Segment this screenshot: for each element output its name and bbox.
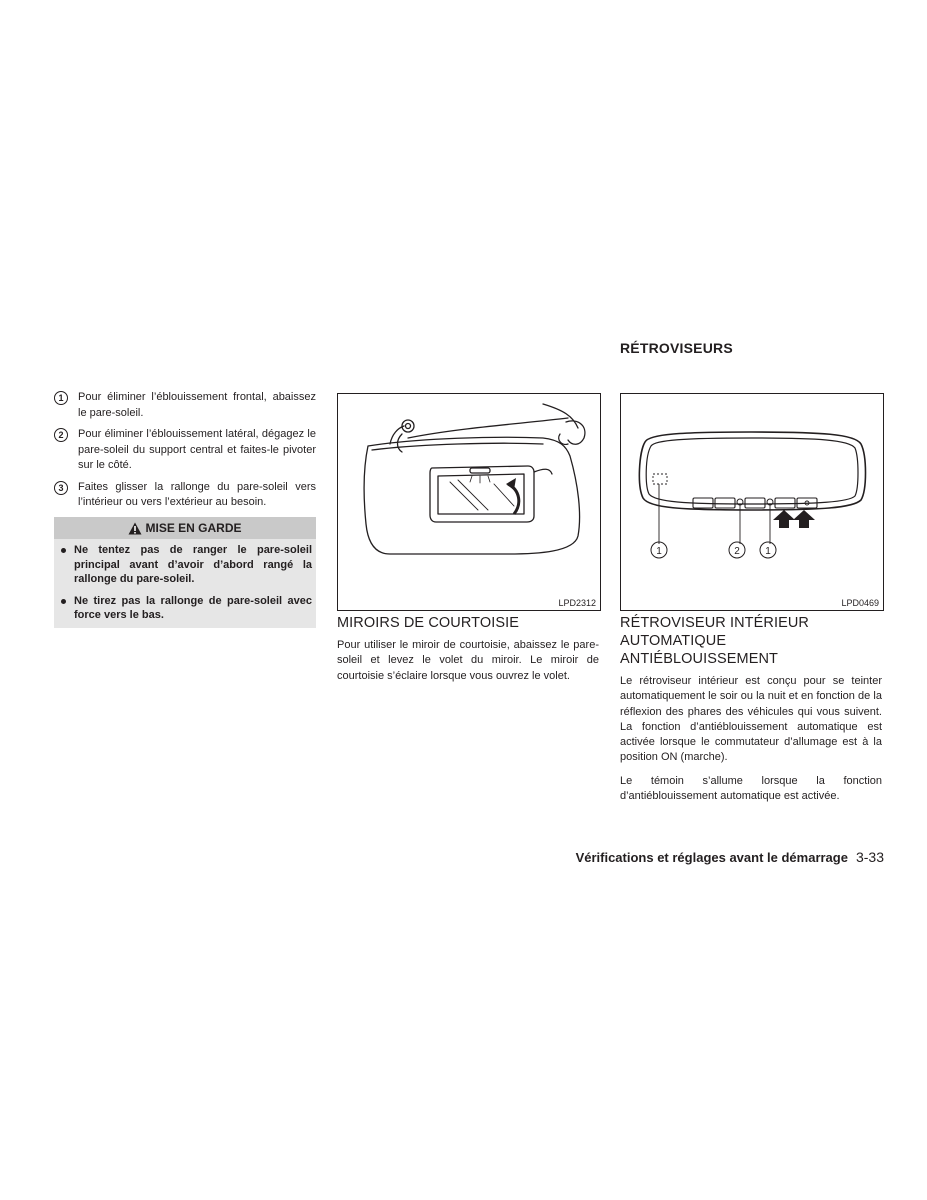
auto-mirror-title-line: RÉTROVISEUR INTÉRIEUR (620, 615, 810, 631)
step-number-3-icon: 3 (54, 481, 68, 495)
list-item (54, 390, 316, 421)
chapter-title: Vérifications et réglages avant le démarrage (575, 850, 848, 865)
warning-item (58, 543, 312, 587)
bullet-icon (61, 548, 66, 553)
warning-item-text: Ne tirez pas la rallonge de pare-soleil avec force vers le bas. (74, 594, 312, 621)
callout-2-label: 2 (734, 546, 740, 557)
vanity-text: Pour utiliser le miroir de courtoisie, abaissez le pare-soleil et levez le volet du miroir. Le miroir de courtoisie s’éclaire lorsque vous ouvrez le volet. (337, 639, 599, 682)
step-text: Faites glisser la rallonge du pare-soleil vers l’intérieur ou vers l’extérieur au besoin. (78, 480, 316, 508)
list-item (54, 427, 316, 474)
warning-title: MISE EN GARDE (145, 521, 242, 535)
warning-item-text: Ne tentez pas de ranger le pare-soleil principal avant d’avoir d’abord rangé la rallonge du pare-soleil. (74, 544, 312, 585)
auto-mirror-paragraph: Le témoin s’allume lorsque la fonction d’antiéblouissement automatique est activée. (620, 775, 882, 803)
auto-mirror-paragraph: Le rétroviseur intérieur est conçu pour se teinter automatiquement le soir ou la nuit et en fonction de la réflexion des phares des véhicules qui vous suivent. La fonction d’antiéblouissement automatique est activée lorsque le commutateur d’allumage est à la position ON (marche). (620, 675, 882, 764)
figure-code: LPD0469 (841, 598, 879, 608)
step-number-2-icon: 2 (54, 428, 68, 442)
auto-mirror-title (620, 614, 882, 668)
auto-mirror-illustration (621, 394, 883, 594)
step-text: Pour éliminer l’éblouissement latéral, dégagez le pare-soleil du support central et faites-le pivoter sur le côté. (78, 428, 316, 471)
callout-1-label: 1 (656, 546, 662, 557)
figure-code: LPD2312 (558, 598, 596, 608)
list-item (54, 480, 316, 511)
warning-item (58, 594, 312, 623)
warning-body (54, 539, 316, 628)
vanity-title: MIROIRS DE COURTOISIE (337, 615, 520, 631)
callout-1b-label: 1 (765, 546, 771, 557)
warning-triangle-icon (128, 522, 142, 535)
auto-mirror-figure (620, 393, 884, 611)
warning-header (54, 517, 316, 539)
step-text: Pour éliminer l’éblouissement frontal, abaissez le pare-soleil. (78, 391, 316, 419)
auto-mirror-title-line: ANTIÉBLOUISSEMENT (620, 651, 779, 667)
sun-visor-illustration (338, 394, 600, 594)
step-number-1-icon: 1 (54, 391, 68, 405)
page-footer (480, 849, 884, 865)
bullet-icon (61, 599, 66, 604)
warning-box (54, 517, 316, 628)
page-number: 3-33 (855, 849, 884, 865)
sun-visor-figure (337, 393, 601, 611)
auto-mirror-title-line: AUTOMATIQUE (620, 633, 727, 649)
section-title: RÉTROVISEURS (620, 340, 733, 356)
sun-visor-steps (54, 390, 316, 517)
